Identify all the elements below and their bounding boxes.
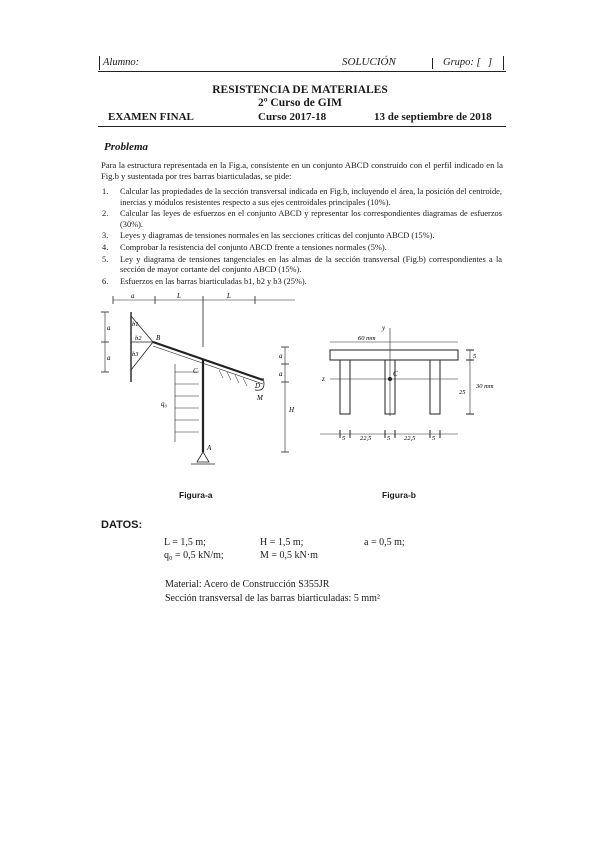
datos-L: L = 1,5 m;: [164, 537, 206, 548]
header-right-bar: [503, 56, 504, 70]
fig-a-label-C: C: [193, 367, 198, 375]
fig-b-dim-4: 22,5: [404, 435, 416, 442]
fig-a-label-a-top: a: [131, 292, 135, 300]
fig-a-label-a-left1: a: [107, 324, 111, 332]
fig-a-label-a-r1: a: [279, 352, 283, 360]
fig-a-label-b1: b1: [132, 321, 139, 328]
fig-a-label-L2: L: [227, 292, 231, 300]
grupo-close: ]: [488, 57, 493, 68]
datos-q0: q₀ = 0,5 kN/m;: [164, 550, 224, 561]
task-item: 5. Ley y diagrama de tensiones tangenciales en las almas de la sección transversal (Fig.b) correspondientes a la sección de mayor cortante del conjunto ABCD (15%).: [102, 254, 502, 275]
title-rule: [98, 126, 506, 127]
header-sep-bar: [432, 58, 433, 69]
datos-M: M = 0,5 kN·m: [260, 550, 318, 561]
fig-a-label-a-left2: a: [107, 354, 111, 362]
year-label: Curso 2017-18: [258, 111, 327, 123]
figure-b-diagram: [318, 322, 508, 442]
datos-material: Material: Acero de Construcción S355JR: [165, 579, 330, 590]
fig-a-label-A: A: [207, 444, 212, 452]
exam-title: EXAMEN FINAL: [108, 111, 194, 123]
figure-a-caption: Figura-a: [179, 490, 213, 500]
fig-a-label-b3: b3: [132, 351, 139, 358]
course-title: 2º Curso de GIM: [258, 97, 342, 109]
fig-b-label-web: 25: [459, 389, 466, 396]
problem-heading: Problema: [104, 141, 148, 153]
fig-b-label-z: z: [322, 375, 325, 383]
datos-H: H = 1,5 m;: [260, 537, 304, 548]
fig-b-label-top: 5: [473, 353, 477, 360]
task-item: 4. Comprobar la resistencia del conjunto ABCD frente a tensiones normales (5%).: [102, 242, 387, 252]
solution-label: SOLUCIÓN: [342, 56, 396, 68]
date-label: 13 de septiembre de 2018: [374, 111, 492, 123]
problem-intro: Para la estructura representada en la Fig.a, consistente en un conjunto ABCD construido con el perfil indicado en la Fig.b y sustentada por tres barras biarticuladas, se pide:: [101, 160, 503, 181]
fig-b-dim-2: 22,5: [360, 435, 372, 442]
figure-a-diagram: [95, 292, 310, 472]
datos-section: Sección transversal de las barras biarticuladas: 5 mm²: [165, 593, 380, 604]
grupo-label: Grupo: [: [443, 57, 481, 68]
fig-b-label-C: C: [393, 370, 398, 378]
subject-title: RESISTENCIA DE MATERIALES: [212, 84, 388, 96]
fig-b-dim-3: 5: [387, 435, 391, 442]
fig-b-label-width: 60 mm: [358, 335, 376, 342]
alumno-label: Alumno:: [103, 57, 140, 68]
datos-a: a = 0,5 m;: [364, 537, 405, 548]
task-list: [100, 187, 502, 288]
fig-b-label-y: y: [382, 324, 386, 332]
fig-a-label-a-r2: a: [279, 370, 283, 378]
fig-a-label-B: B: [156, 334, 161, 342]
header-rule: [98, 71, 506, 72]
fig-a-label-b2: b2: [135, 335, 142, 342]
fig-a-label-L1: L: [177, 292, 181, 300]
task-item: 2. Calcular las leyes de esfuerzos en el conjunto ABCD y representar los correspondientes diagramas de esfuerzos (30%).: [102, 209, 502, 229]
header-left-bar: [99, 56, 100, 70]
fig-b-dim-1: 5: [342, 435, 346, 442]
task-item: 1. Calcular las propiedades de la sección transversal indicada en Fig.b, incluyendo el área, la posición del centroide, inercias y módulos resistentes respecto a sus ejes centroidales principales (10%).: [102, 187, 502, 207]
figure-b-caption: Figura-b: [382, 490, 416, 500]
datos-heading: DATOS:: [101, 519, 143, 531]
fig-a-label-H: H: [289, 406, 295, 414]
task-item: 6. Esfuerzos en las barras biarticuladas b1, b2 y b3 (25%).: [102, 276, 307, 286]
fig-a-label-D: D: [255, 382, 261, 390]
fig-b-label-height: 30 mm: [476, 383, 494, 390]
fig-a-label-q0: q₀: [161, 400, 167, 408]
task-item: 3. Leyes y diagramas de tensiones normales en las secciones críticas del conjunto ABCD (15%).: [102, 231, 435, 241]
fig-b-dim-5: 5: [432, 435, 436, 442]
fig-a-label-M: M: [257, 394, 263, 402]
